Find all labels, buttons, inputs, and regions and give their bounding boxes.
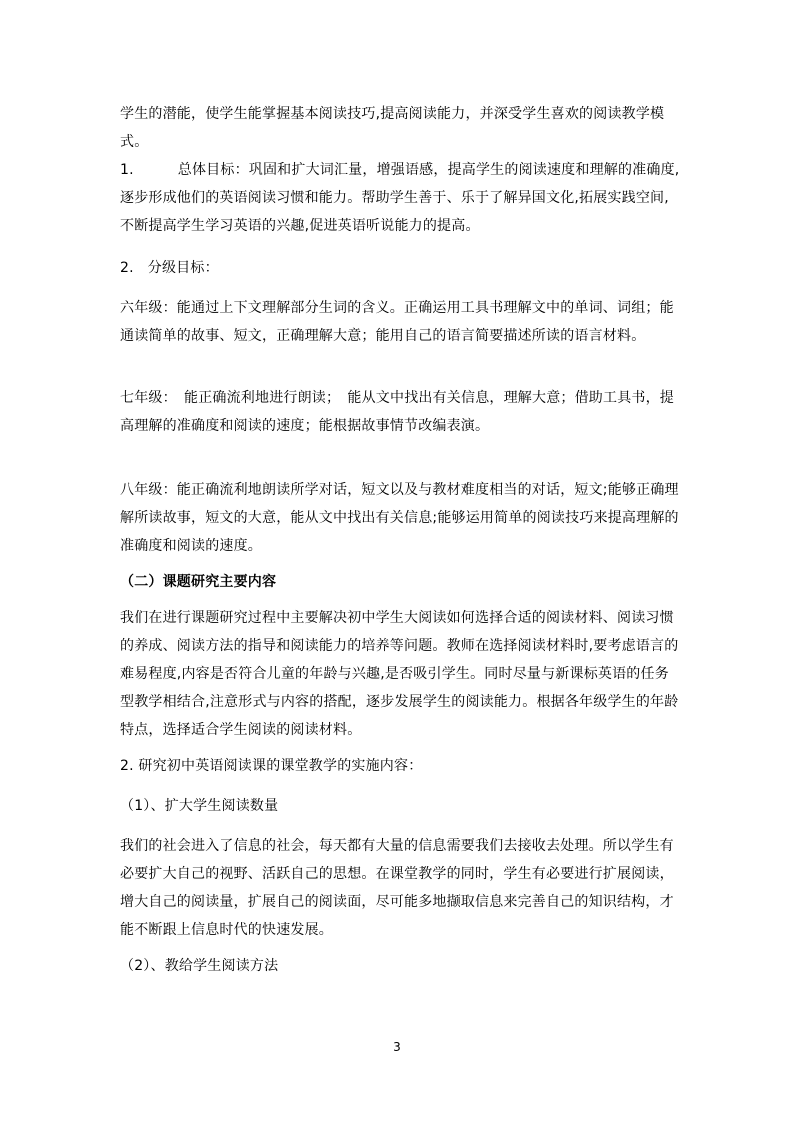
paragraph-text: 总体目标：巩固和扩大词汇量，增强语感，提高学生的阅读速度和理解的准确度,逐步形成他们的英语阅读习惯和能力。帮助学生善于、乐于了解异国文化,拓展实践空间,不断提高学生学习英语的兴趣,促进英语听说能力的提高。 (120, 162, 680, 234)
paragraph-subsection-2: 2. 研究初中英语阅读课的课堂教学的实施内容： (120, 758, 423, 774)
paragraph-grade-eight: 八年级：能正确流利地朗读所学对话，短文以及与教材难度相当的对话，短文;能够正确理解所读故事，短文的大意，能从文中找出有关信息;能够运用简单的阅读技巧来提高理解的准确度和阅读的速度。 (120, 482, 679, 554)
page-number: 3 (393, 1040, 401, 1054)
paragraph-item-1-heading: （1）、扩大学生阅读数量 (120, 798, 279, 814)
paragraph-item-2-heading: （2）、教给学生阅读方法 (120, 958, 279, 974)
paragraph-research-content: 我们在进行课题研究过程中主要解决初中学生大阅读如何选择合适的阅读材料、阅读习惯的养成、阅读方法的指导和阅读能力的培养等问题。教师在选择阅读材料时,要考虑语言的难易程度,内容是否符合儿童的年龄与兴趣,是否吸引学生。同时尽量与新课标英语的任务型教学相结合,注意形式与内容的搭配，逐步发展学生的阅读能力。根据各年级学生的年龄特点，选择适合学生阅读的阅读材料。 (120, 610, 679, 738)
paragraph-text: 分级目标： (147, 260, 219, 276)
paragraph-grade-six: 六年级：能通过上下文理解部分生词的含义。正确运用工具书理解文中的单词、词组；能通读简单的故事、短文，正确理解大意；能用自己的语言简要描述所读的语言材料。 (120, 300, 674, 344)
paragraph-expand-reading: 我们的社会进入了信息的社会，每天都有大量的信息需要我们去接收去处理。所以学生有必要扩大自己的视野、活跃自己的思想。在课堂教学的同时，学生有必要进行扩展阅读，增大自己的阅读量，扩展自己的阅读面，尽可能多地撷取信息来完善自己的知识结构，才能不断跟上信息时代的快速发展。 (120, 838, 674, 938)
paragraph-graded-goals-label (120, 254, 680, 282)
list-number: 2. (120, 260, 134, 276)
paragraph-overall-goal (120, 156, 680, 240)
section-heading: （二）课题研究主要内容 (120, 574, 277, 590)
paragraph-grade-seven: 七年级： 能正确流利地进行朗读； 能从文中找出有关信息，理解大意；借助工具书，提高理解的准确度和阅读的速度；能根据故事情节改编表演。 (120, 390, 674, 434)
list-number: 1. (120, 162, 134, 178)
paragraph-intro-continued: 学生的潜能，使学生能掌握基本阅读技巧,提高阅读能力，并深受学生喜欢的阅读教学模式。 (120, 106, 665, 150)
